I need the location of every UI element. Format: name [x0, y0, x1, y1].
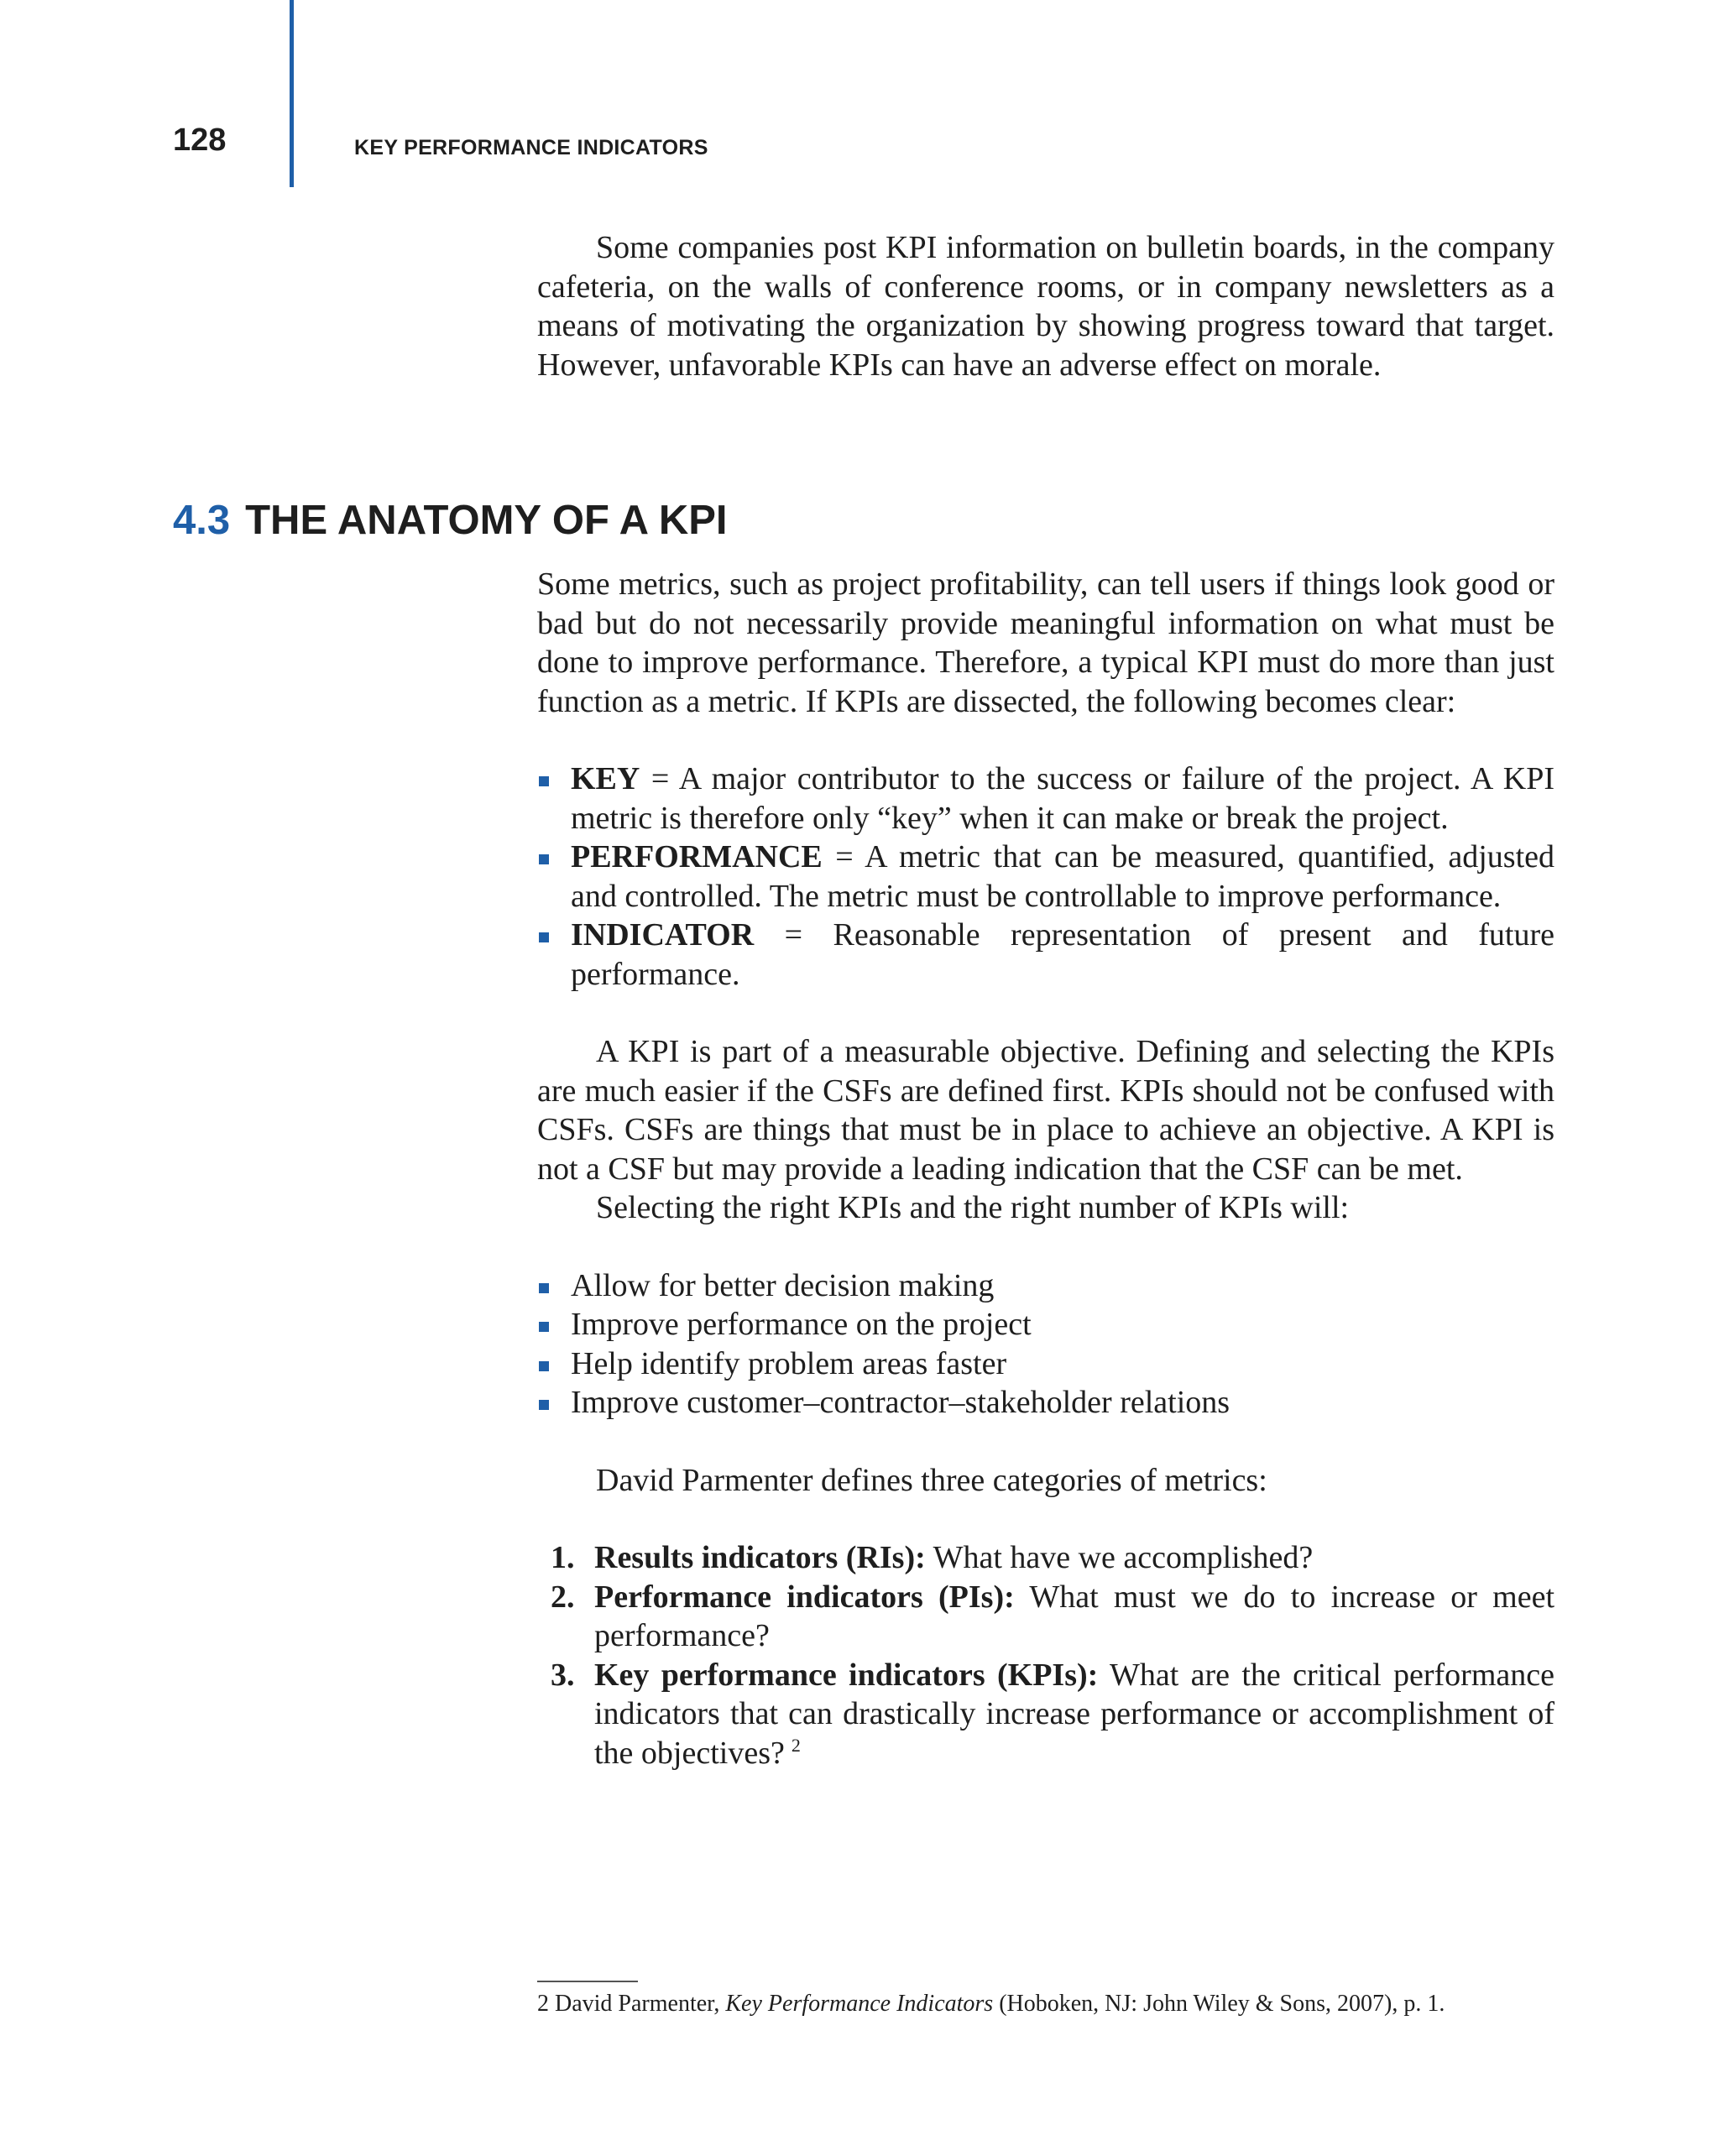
list-item — [537, 1538, 1554, 1578]
benefit-text: Allow for better decision making — [571, 1267, 995, 1303]
square-bullet-icon — [539, 854, 549, 864]
list-item — [537, 760, 1554, 838]
categories-list — [537, 1538, 1554, 1772]
list-item — [537, 1383, 1554, 1423]
intro-paragraph: Some companies post KPI information on bulletin boards, in the company cafeteria, on the walls of conference rooms, or in company newsletters as a means of motivating the organization by showing progress toward that target. However, unfavorable KPIs can have an adverse effect on morale. — [537, 230, 1554, 383]
header-rule — [290, 0, 294, 187]
paragraph-4: David Parmenter defines three categories of metrics: — [596, 1462, 1267, 1498]
square-bullet-icon — [539, 1283, 549, 1293]
definition-list — [537, 760, 1554, 994]
running-title: KEY PERFORMANCE INDICATORS — [354, 136, 708, 159]
intro-block — [537, 228, 1554, 384]
page-number: 128 — [173, 123, 227, 158]
definition-text: = A metric that can be measured, quantified, adjusted and controlled. The metric must be controllable to improve performance. — [571, 839, 1554, 914]
definition-text: = Reasonable representation of present and future performance. — [571, 917, 1554, 992]
item-number: 3. — [551, 1657, 575, 1693]
square-bullet-icon — [539, 1361, 549, 1371]
category-text: What must we do to increase or meet performance? — [594, 1579, 1555, 1653]
footnote-ref[interactable]: 2 — [791, 1734, 801, 1756]
category-term: Performance indicators (PIs): — [594, 1579, 1015, 1615]
item-number: 1. — [551, 1540, 575, 1575]
definition-term: PERFORMANCE — [571, 839, 823, 874]
list-item — [537, 1305, 1554, 1344]
category-term: Key performance indicators (KPIs): — [594, 1657, 1099, 1693]
footnote-rule — [537, 1981, 638, 1982]
paragraph-2: A KPI is part of a measurable objective. Defining and selecting the KPIs are much easier if the CSFs are defined first. KPIs should not be confused with CSFs. CSFs are things that must be in place to achieve an objective. A KPI is not a CSF but may provide a leading indication that the CSF can be met. — [537, 1034, 1554, 1187]
definition-term: INDICATOR — [571, 917, 755, 953]
benefit-text: Improve performance on the project — [571, 1307, 1032, 1342]
section-number: 4.3 — [173, 498, 231, 543]
benefits-list — [537, 1266, 1554, 1423]
benefit-text: Improve customer–contractor–stakeholder relations — [571, 1385, 1230, 1420]
definition-term: KEY — [571, 761, 640, 796]
category-text: What have we accomplished? — [925, 1540, 1314, 1575]
list-item — [537, 1656, 1554, 1773]
list-item — [537, 838, 1554, 916]
square-bullet-icon — [539, 1322, 549, 1332]
list-item — [537, 916, 1554, 994]
benefit-text: Help identify problem areas faster — [571, 1345, 1007, 1381]
list-item — [537, 1578, 1554, 1656]
section-heading — [173, 500, 728, 541]
definition-text: = A major contributor to the success or failure of the project. A KPI metric is therefore only “key” when it can make or break the project. — [571, 761, 1554, 836]
section-body — [537, 565, 1554, 1772]
footnote-book-title: Key Performance Indicators — [725, 1991, 994, 2017]
section-title: THE ANATOMY OF A KPI — [245, 498, 728, 543]
item-number: 2. — [551, 1579, 575, 1615]
square-bullet-icon — [539, 776, 549, 786]
footnote-prefix: 2 David Parmenter, — [537, 1991, 726, 2017]
square-bullet-icon — [539, 1400, 549, 1410]
paragraph-3: Selecting the right KPIs and the right number of KPIs will: — [596, 1190, 1350, 1225]
footnote-suffix: (Hoboken, NJ: John Wiley & Sons, 2007), p. 1. — [993, 1991, 1445, 2017]
list-item — [537, 1266, 1554, 1306]
category-term: Results indicators (RIs): — [594, 1540, 926, 1575]
category-text: What are the critical performance indicators that can drastically increase performance or accomplishment of the objectives? — [594, 1657, 1554, 1771]
square-bullet-icon — [539, 932, 549, 942]
list-item — [537, 1344, 1554, 1384]
footnote — [537, 1989, 1554, 2019]
paragraph-1: Some metrics, such as project profitability, can tell users if things look good or bad but do not necessarily provide meaningful information on what must be done to improve performance. Therefore, a typical KPI must do more than just function as a metric. If KPIs are dissected, the following becomes clear: — [537, 566, 1554, 719]
